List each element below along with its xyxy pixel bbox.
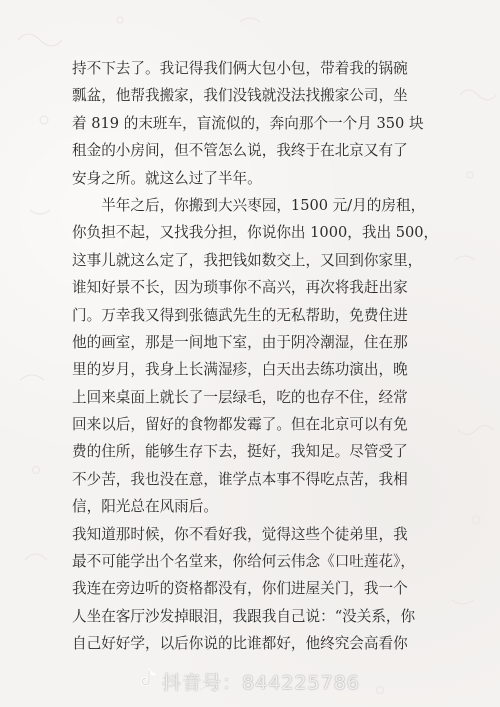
text-line: 他的画室，那是一间地下室，由于阴冷潮湿，住在那: [72, 333, 408, 351]
text-line: 回来以后，留好的食物都发霉了。但在北京可以有免: [72, 416, 408, 434]
text-line: 门。万幸我又得到张德武先生的无私帮助，免费住进: [72, 306, 408, 324]
text-line: 着 819 的末班车，盲流似的，奔向那个一个月 350 块: [72, 114, 424, 132]
text-line: 最不可能学出个名堂来，你给何云伟念《口吐莲花》，: [72, 553, 415, 571]
text-line: 我知道那时候，你不看好我，觉得这些个徒弟里，我: [72, 525, 408, 543]
douyin-watermark: [0, 668, 500, 695]
text-line: 持不下去了。我记得我们俩大包小包，带着我的锅碗: [72, 60, 408, 77]
text-line: 人坐在客厅沙发掉眼泪，我跟我自己说：“没关系，你: [72, 607, 416, 625]
watermark-text: 抖音号：844225786: [162, 672, 360, 694]
text-line: 信，阳光总在风雨后。: [72, 498, 218, 516]
text-line: 上回来桌面上就长了一层绿毛，吃的也存不住，经常: [72, 388, 408, 406]
text-line: 不少苦，我也没在意，谁学点本事不得吃点苦，我相: [72, 470, 408, 488]
text-line: 自己好好学，以后你说的比谁都好，他终究会高看你: [72, 635, 408, 653]
text-line: 里的岁月，我身上长满湿疹，白天出去练功演出，晚: [72, 361, 408, 379]
text-line: 安身之所。就这么过了半年。: [72, 169, 262, 187]
text-line: 你负担不起，又找我分担，你说你出 1000，我出 500，: [72, 224, 439, 242]
douyin-logo-icon: [140, 669, 156, 694]
text-line: 费的住所，能够生存下去，挺好，我知足。尽管受了: [72, 443, 408, 461]
text-line: 这事儿就这么定了，我把钱如数交上，又回到你家里，: [72, 251, 423, 269]
text-line: 半年之后，你搬到大兴枣园，1500 元/月的房租，: [72, 196, 426, 214]
text-line: 租金的小房间，但不管怎么说，我终于在北京又有了: [72, 142, 408, 160]
text-line: 瓢盆，他帮我搬家，我们没钱就没法找搬家公司，坐: [72, 87, 408, 105]
document-body: [72, 55, 442, 658]
text-line: 谁知好景不长，因为琐事你不高兴，再次将我赶出家: [72, 279, 408, 297]
text-line: 我连在旁边听的资格都没有，你们进屋关门，我一个: [72, 580, 408, 598]
